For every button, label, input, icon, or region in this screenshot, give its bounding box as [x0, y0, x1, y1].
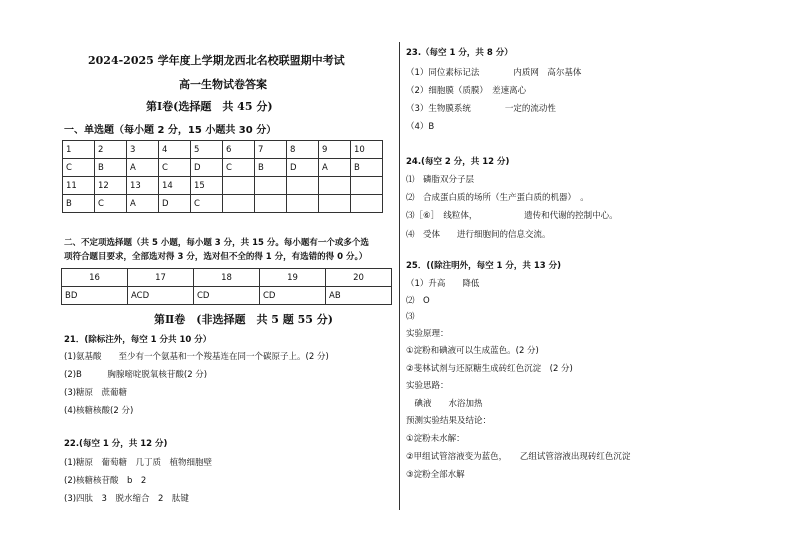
table-cell: C	[95, 195, 127, 213]
q25-line: ⑵ O	[406, 296, 430, 306]
q24-line: ⑴ 磷脂双分子层	[406, 175, 475, 185]
table-cell	[287, 195, 319, 213]
q22-line: (2)核糖核苷酸 b 2	[64, 476, 147, 486]
table-cell: C	[63, 159, 95, 177]
table-cell: 14	[159, 177, 191, 195]
table-cell: A	[127, 159, 159, 177]
q24-heading: 24.(每空 2 分，共 12 分)	[406, 157, 510, 167]
q25-line: （1）升高 降低	[406, 279, 480, 289]
q23-line: （2）细胞膜（质膜） 差速离心	[406, 86, 527, 96]
table-cell	[287, 177, 319, 195]
q22-heading: 22.(每空 1 分，共 12 分)	[64, 439, 168, 449]
table-cell	[255, 195, 287, 213]
table-row	[63, 141, 383, 159]
q23-line: （4）B	[406, 122, 435, 132]
q23-line: （3）生物膜系统 一定的流动性	[406, 104, 556, 114]
table-cell: 4	[159, 141, 191, 159]
table-cell: 6	[223, 141, 255, 159]
table-cell	[351, 177, 383, 195]
table-cell: C	[191, 195, 223, 213]
q21-line: (4)核糖核酸(2 分)	[64, 406, 134, 416]
table-cell: D	[287, 159, 319, 177]
q25-line: ①淀粉和碘液可以生成蓝色。(2 分)	[406, 346, 539, 356]
table-cell: 8	[287, 141, 319, 159]
q25-line: ③淀粉全部水解	[406, 470, 465, 480]
table-cell: 16	[62, 269, 128, 287]
q21-line: (3)糖原 蔗葡糖	[64, 388, 128, 398]
table-cell: A	[319, 159, 351, 177]
table-cell: D	[191, 159, 223, 177]
table-cell: 11	[63, 177, 95, 195]
table-cell	[351, 195, 383, 213]
q25-line: ②斐林试剂与还原糖生成砖红色沉淀 (2 分)	[406, 364, 573, 374]
q21-heading: 21．(除标注外，每空 1 分共 10 分）	[64, 335, 212, 345]
table-cell: 20	[326, 269, 392, 287]
table-cell	[319, 195, 351, 213]
table-cell: 9	[319, 141, 351, 159]
q24-line: ⑶［⑥］ 线粒体， 遗传和代谢的控制中心。	[406, 211, 618, 221]
exam-title: 2024-2025 学年度上学期龙西北名校联盟期中考试	[88, 54, 345, 67]
table-row	[62, 269, 392, 287]
table-cell: 13	[127, 177, 159, 195]
table-cell: C	[159, 159, 191, 177]
table-cell	[223, 195, 255, 213]
q25-line: 预测实验结果及结论：	[406, 416, 492, 426]
table-cell: B	[351, 159, 383, 177]
table-cell: 2	[95, 141, 127, 159]
table-cell: CD	[194, 287, 260, 305]
table-row	[63, 177, 383, 195]
sec1-heading: 一、单选题（每小题 2 分，15 小题共 30 分）	[64, 125, 277, 136]
q21-line: (2)B 胸腺嘧啶脱氧核苷酸(2 分)	[64, 370, 208, 380]
q25-line: 碘液 水浴加热	[406, 399, 483, 409]
q24-line: ⑵ 合成蛋白质的场所（生产蛋白质的机器） 。	[406, 193, 589, 203]
q22-line: (3)四肽 3 脱水缩合 2 肽键	[64, 494, 189, 504]
table-cell: B	[63, 195, 95, 213]
table-cell: 7	[255, 141, 287, 159]
part1-heading: 第Ⅰ卷(选择题 共 45 分)	[146, 100, 273, 113]
table-cell: C	[223, 159, 255, 177]
mcq-table	[62, 140, 383, 213]
table-cell: B	[95, 159, 127, 177]
table-cell: ACD	[128, 287, 194, 305]
table-cell: 5	[191, 141, 223, 159]
table-cell: 17	[128, 269, 194, 287]
table-cell: BD	[62, 287, 128, 305]
table-cell: 15	[191, 177, 223, 195]
table-cell	[255, 177, 287, 195]
table-row	[62, 287, 392, 305]
table-cell: CD	[260, 287, 326, 305]
table-cell: 19	[260, 269, 326, 287]
table-cell: B	[255, 159, 287, 177]
multi-choice-table	[61, 268, 392, 305]
table-row	[63, 159, 383, 177]
q22-line: (1)糖原 葡萄糖 几丁质 植物细胞壁	[64, 458, 213, 468]
q25-heading: 25．((除注明外，每空 1 分，共 13 分)	[406, 261, 562, 271]
sec2-line1: 二、不定项选择题（共 5 小题，每小题 3 分，共 15 分。每小题有一个或多个选	[64, 238, 369, 248]
table-cell: 1	[63, 141, 95, 159]
table-cell: 3	[127, 141, 159, 159]
table-cell: 10	[351, 141, 383, 159]
q25-line: 实验原理：	[406, 329, 449, 339]
table-cell: 12	[95, 177, 127, 195]
part2-heading: 第Ⅱ卷 (非选择题 共 5 题 55 分)	[154, 313, 333, 326]
q23-line: （1）同位素标记法 内质网 高尔基体	[406, 68, 582, 78]
q23-heading: 23.（每空 1 分，共 8 分）	[406, 48, 513, 58]
q25-line: ②甲组试管溶液变为蓝色， 乙组试管溶液出现砖红色沉淀	[406, 452, 631, 462]
table-cell	[319, 177, 351, 195]
table-cell: D	[159, 195, 191, 213]
table-cell: AB	[326, 287, 392, 305]
table-cell: 18	[194, 269, 260, 287]
q25-line: ⑶	[406, 312, 415, 322]
exam-subtitle: 高一生物试卷答案	[179, 78, 267, 91]
table-row	[63, 195, 383, 213]
q25-line: ①淀粉未水解：	[406, 434, 465, 444]
sec2-line2: 项符合题目要求，全部选对得 3 分，选对但不全的得 1 分，有选错的得 0 分。）	[64, 252, 368, 262]
q21-line: (1)氨基酸 至少有一个氨基和一个羧基连在同一个碳原子上。(2 分)	[64, 352, 329, 362]
table-cell	[223, 177, 255, 195]
q24-line: ⑷ 受体 进行细胞间的信息交流。	[406, 230, 551, 240]
q25-line: 实验思路：	[406, 381, 449, 391]
column-divider	[399, 42, 400, 510]
table-cell: A	[127, 195, 159, 213]
